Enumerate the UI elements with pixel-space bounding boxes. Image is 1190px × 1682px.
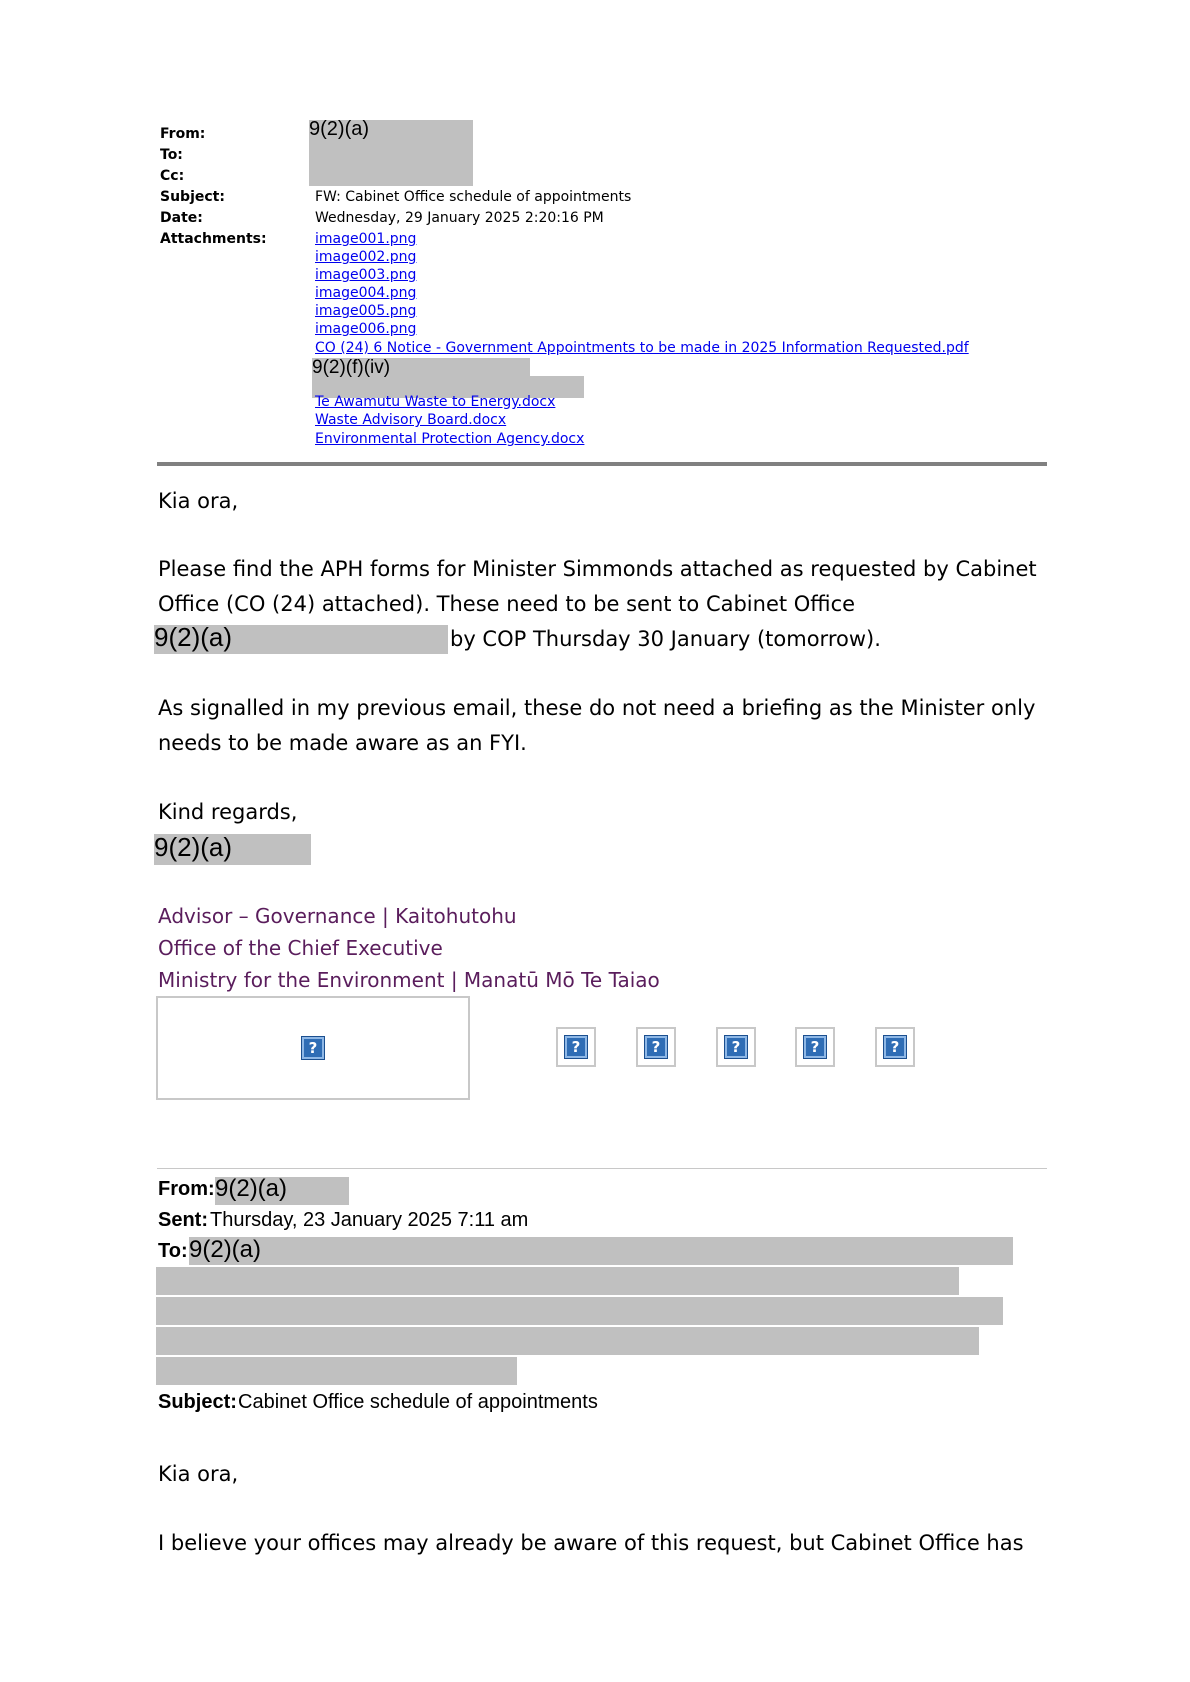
- attachments-label: Attachments:: [160, 231, 267, 247]
- signature-office: Office of the Chief Executive: [158, 936, 443, 960]
- logo-placeholder: [156, 996, 470, 1100]
- body-paragraph-line: needs to be made aware as an FYI.: [158, 731, 527, 755]
- body-paragraph-line: As signalled in my previous email, these do not need a briefing as the Minister only: [158, 696, 1036, 720]
- broken-image-icon: ?: [564, 1035, 588, 1059]
- body-paragraph-line: Office (CO (24) attached). These need to be sent to Cabinet Office: [158, 592, 856, 616]
- attachment-link[interactable]: image004.png: [315, 285, 417, 301]
- broken-image-icon: ?: [883, 1035, 907, 1059]
- forwarded-to-redaction-code: 9(2)(a): [189, 1236, 262, 1263]
- attachment-link[interactable]: image002.png: [315, 249, 417, 265]
- forwarded-from-redaction-code: 9(2)(a): [215, 1175, 288, 1202]
- social-icon-placeholder[interactable]: [636, 1027, 676, 1067]
- forwarded-subject-value: Cabinet Office schedule of appointments: [238, 1391, 598, 1413]
- body-paragraph-line: by COP Thursday 30 January (tomorrow).: [450, 627, 881, 651]
- forwarded-to-label: To:: [158, 1240, 188, 1262]
- greeting: Kia ora,: [158, 489, 239, 513]
- attachment-link[interactable]: image005.png: [315, 303, 417, 319]
- forwarded-to-redaction: [156, 1267, 959, 1295]
- forwarded-greeting: Kia ora,: [158, 1462, 239, 1486]
- attachments-redaction-code: 9(2)(f)(iv): [312, 357, 391, 378]
- broken-image-icon: ?: [724, 1035, 748, 1059]
- social-icon-placeholder[interactable]: [556, 1027, 596, 1067]
- body-redaction-code: 9(2)(a): [154, 622, 233, 652]
- attachment-link-pdf[interactable]: CO (24) 6 Notice - Government Appointments to be made in 2025 Information Requested.pdf: [315, 340, 969, 356]
- attachment-link-docx[interactable]: Waste Advisory Board.docx: [315, 412, 507, 428]
- forwarded-from-label: From:: [158, 1178, 215, 1200]
- forwarded-subject-label: Subject:: [158, 1391, 237, 1413]
- social-icon-placeholder[interactable]: [875, 1027, 915, 1067]
- attachment-link[interactable]: image006.png: [315, 321, 417, 337]
- forwarded-sent-label: Sent:: [158, 1209, 208, 1231]
- forwarded-to-redaction: [156, 1327, 979, 1355]
- attachment-link[interactable]: image001.png: [315, 231, 417, 247]
- sender-redaction-code: 9(2)(a): [154, 832, 233, 862]
- broken-image-icon: ?: [301, 1036, 325, 1060]
- attachment-link-docx[interactable]: Te Awamutu Waste to Energy.docx: [315, 394, 556, 410]
- subject-label: Subject:: [160, 189, 225, 205]
- forwarded-to-redaction: [156, 1357, 517, 1385]
- body-paragraph-line: Please find the APH forms for Minister Simmonds attached as requested by Cabinet: [158, 557, 1037, 581]
- header-divider: [157, 462, 1047, 466]
- header-from-redaction-code: 9(2)(a): [309, 118, 370, 140]
- forwarded-sent-value: Thursday, 23 January 2025 7:11 am: [210, 1209, 529, 1231]
- attachment-link-docx[interactable]: Environmental Protection Agency.docx: [315, 431, 585, 447]
- to-label: To:: [160, 147, 183, 163]
- signature-ministry: Ministry for the Environment | Manatū Mō Te Taiao: [158, 968, 660, 992]
- broken-image-icon: ?: [803, 1035, 827, 1059]
- forwarded-divider: [157, 1168, 1047, 1169]
- forwarded-to-redaction: [189, 1237, 1013, 1265]
- date-value: Wednesday, 29 January 2025 2:20:16 PM: [315, 210, 604, 226]
- subject-value: FW: Cabinet Office schedule of appointments: [315, 189, 632, 205]
- social-icon-placeholder[interactable]: [716, 1027, 756, 1067]
- from-label: From:: [160, 126, 206, 142]
- date-label: Date:: [160, 210, 203, 226]
- broken-image-icon: ?: [644, 1035, 668, 1059]
- signature-title: Advisor – Governance | Kaitohutohu: [158, 904, 517, 928]
- social-icon-placeholder[interactable]: [795, 1027, 835, 1067]
- forwarded-to-redaction: [156, 1297, 1003, 1325]
- forwarded-paragraph-line: I believe your offices may already be aware of this request, but Cabinet Office has: [158, 1531, 1024, 1555]
- cc-label: Cc:: [160, 168, 185, 184]
- closing: Kind regards,: [158, 800, 298, 824]
- attachment-link[interactable]: image003.png: [315, 267, 417, 283]
